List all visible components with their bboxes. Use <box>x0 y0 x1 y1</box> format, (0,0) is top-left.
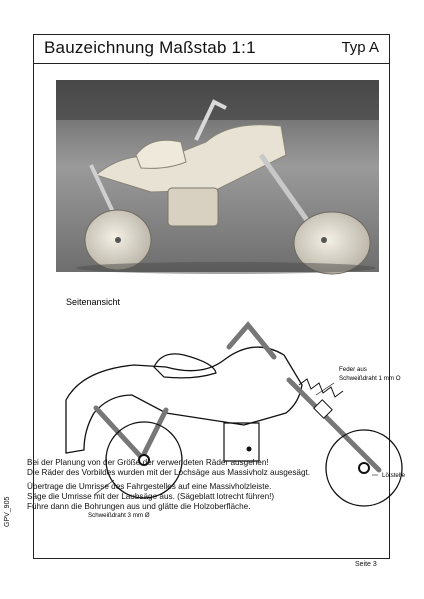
instruction-paragraph-1: Bei der Planung von der Größe der verwendeten Räder ausgehen! Die Räder des Vorbildes wurden mit der Lochsäge aus Massivholz ausgesägt. <box>27 458 311 477</box>
header-bar <box>34 35 389 64</box>
label-spring-line2: Schweißdraht 1 mm O <box>339 375 401 382</box>
label-wire: Schweißdraht 3 mm Ø <box>88 512 150 519</box>
side-code: GPV_905 <box>4 496 11 527</box>
page-number: Seite 3 <box>355 561 377 568</box>
label-spring-line1: Feder aus <box>339 366 367 373</box>
label-solder-point: Lötstelle <box>382 472 406 479</box>
motorcycle-photo <box>56 80 379 272</box>
frame-outline <box>66 347 302 453</box>
instructions <box>27 458 347 516</box>
rear-rods <box>96 408 166 458</box>
bolt-hole <box>247 447 252 452</box>
page-title: Bauzeichnung Maßstab 1:1 <box>44 38 256 57</box>
instruction-paragraph-2: Übertrage die Umrisse des Fahrgestelles auf eine Massivholzleiste. Säge die Umrisse mit der Laubsäge aus. (Sägeblatt lotrecht führen!) Führe dann die Bohrungen aus und glätte die Holzoberfläche. <box>27 482 275 511</box>
seat-outline <box>154 354 216 378</box>
tank-block <box>224 423 259 461</box>
label-spring <box>339 366 401 382</box>
front-axle <box>359 463 369 473</box>
fork-joint <box>314 400 332 418</box>
type-label: Typ A <box>341 39 379 56</box>
side-view-label: Seitenansicht <box>66 297 121 307</box>
